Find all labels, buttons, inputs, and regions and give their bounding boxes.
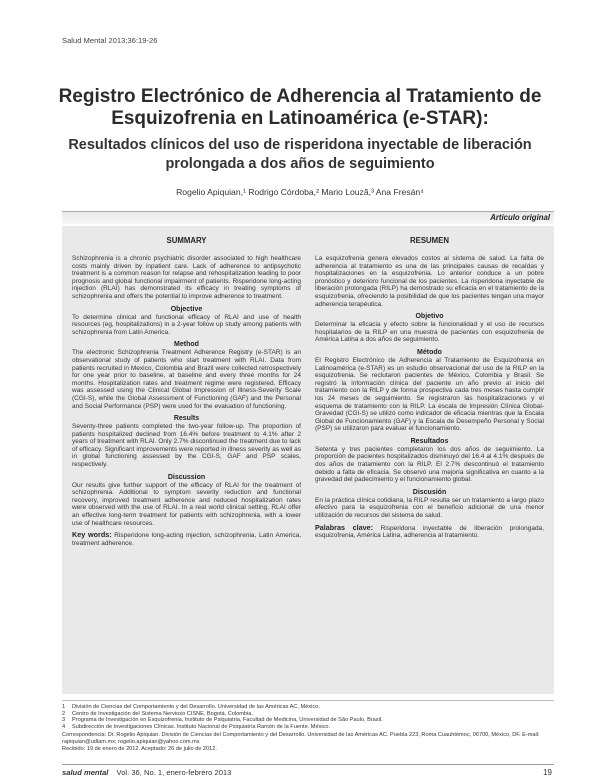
journal-footer [62, 768, 231, 777]
affiliation-footnote [62, 724, 554, 731]
footnote-text: Programa de Investigación en Esquizofrenia, Instituto de Psiquiatria, Facultad de Medicina, Universidad de São Paulo, Brasil. [72, 717, 383, 724]
resumen-discusion-heading: Discusión [412, 488, 447, 496]
footnote-number: 1 [62, 704, 66, 710]
abstract-box [62, 226, 554, 694]
affiliation-footnote [62, 704, 554, 711]
resumen-heading: RESUMEN [410, 236, 449, 245]
resumen-metodo: El Registro Electrónico de Adherencia al Tratamiento de Esquizofrenia en Latinoamérica (e-STAR) es un estudio observacional del uso de la RILP en la esquizofrenia. Se reclutaron pacientes de México, Colombia y Brasil. Se registró la información clínica del paciente un año previo al inicio del tratamiento con la RILP y de forma prospectiva cada tres meses hasta cumplir los 24 meses de seguimiento. Se registraron las hospitalizaciones y el esquema de tratamiento con la RILP. La escala de Impresión Clínica Global-Gravedad (CGI-S) se utilizó como indicador de eficacia mientras que la Escala Global de Funcionamiento (GAF) y la Escala de Desempeño Personal y Social (PSP) se utilizaron para evaluar el funcionamiento. [315, 356, 544, 433]
footnote-text: Centro de Investigación del Sistema Nervioso CISNE. Bogotá, Colombia. [72, 710, 253, 717]
resumen-intro: La esquizofrenia genera elevados costos al sistema de salud. La falta de adherencia al tratamiento es una de las principales causas de recaídas y hospitalizaciones en la esquizofrenia. Lo anterior conduce a un pobre pronóstico y deterioro funcional de los pacientes. La risperidona inyectable de liberación prolongada (RILP) ha demostrado su eficacia en el tratamiento de la esquizofrenia, ofreciendo la posibilidad de que los pacientes tengan una mayor adherencia terapéutica. [315, 255, 544, 308]
summary-method-heading: Method [174, 341, 199, 349]
resumen-objetivo: Determinar la eficacia y efecto sobre la funcionalidad y el uso de recursos hospitalarios de la RILP en una muestra de pacientes con esquizofrenia de América Latina a dos años de seguimiento. [315, 321, 544, 344]
article-title: Registro Electrónico de Adherencia al Tratamiento de Esquizofrenia en Latinoamérica (e-STAR): [58, 86, 542, 129]
keywords-label: Key words: [72, 530, 112, 540]
footnotes-rule [62, 700, 554, 701]
journal-citation: Salud Mental 2013;36:19-26 [62, 36, 158, 45]
footnote-number: 3 [62, 717, 66, 724]
resumen-resultados: Setenta y tres pacientes completaron los dos años de seguimiento. La proporción de pacientes hospitalizados disminuyó del 16.4 al 4.1% después de dos años de tratamiento con la RILP. El 2.7% descontinuó el tratamiento debido a falta de eficacia. Se observó una mejoría significativa en cuanto a la gravedad del padecimiento y el funcionamiento global. [315, 445, 544, 484]
resumen-objetivo-heading: Objetivo [415, 313, 444, 321]
summary-results: Seventy-three patients completed the two-year follow-up. The proportion of patients hospitalized declined from 16.4% before treatment to 4.1% after 2 years of treatment with RLAI. Only 2.7% discontinued the treatment due to lack of efficacy. Significant improvements were reported in illness severity as well as in global functioning assessed by the CGI-S, GAF and PSP scales, respectively. [72, 423, 301, 469]
correspondence-note: Correspondencia: Dr. Rogelio Apiquian. División de Ciencias del Comportamiento y del Desarrollo. Universidad de las Américas AC. Puebla 223, Roma Cuauhtémoc, 06700, México, DF. E-mail: rapiquian@udlam.mx; rogelio.apiquian@yahoo.com.mx [62, 732, 540, 745]
summary-discussion-heading: Discussion [167, 473, 206, 481]
footnotes-block [62, 700, 554, 752]
footnote-number: 4 [62, 723, 66, 730]
journal-name: salud mental [62, 768, 109, 777]
summary-keywords [72, 531, 301, 547]
affiliation-footnote [62, 717, 554, 724]
summary-heading: SUMMARY [166, 236, 207, 245]
summary-discussion: Our results give further support of the efficacy of RLAI for the treatment of schizophrenia. Additional to symptom severity reduction and functional recovery, improved treatment adherence and reduced hospitalization rates were observed with the use of RLAI. In a real world clinical setting, RLAI offer an effective long-term treatment for patients with schizophrenia, with a lower use of healthcare resources. [72, 481, 301, 527]
summary-intro: Schizophrenia is a chronic psychiatric disorder associated to high healthcare costs mainly driven by inpatient care. Lack of adherence to antipsychotic treatment is a common reason for relapse and rehospitalization leading to poor prognosis and global functional impairment of patients. Risperidone long-acting injection (RLAI) has demonstrated its efficacy in treating symptoms of schizophrenia and offers the potential to improve adherence to treatment. [72, 255, 301, 300]
footnote-text: División de Ciencias del Comportamiento y del Desarrollo. Universidad de las Américas AC, México. [72, 704, 320, 710]
footer-rule [62, 764, 554, 765]
article-type-label: Artículo original [490, 213, 550, 222]
article-subtitle: Resultados clínicos del uso de risperidona inyectable de liberación prolongada a dos años de seguimiento [68, 137, 532, 172]
resumen-discusion: En la práctica clínica cotidiana, la RILP resulta ser un tratamiento a largo plazo efectivo para la esquizofrenia con el beneficio adicional de una menor utilización de recursos del sistema de salud. [315, 496, 544, 520]
journal-issue: Vol. 36, No. 1, enero-febrero 2013 [116, 768, 232, 777]
summary-objective: To determine clinical and functional efficacy of RLAI and use of health resources (eg, hospitalizations) in a 2-year follow up study among patients with schizophrenia from Latin America. [72, 313, 301, 336]
article-type-bar [62, 211, 554, 224]
resumen-column [315, 236, 544, 540]
resumen-keywords [315, 524, 544, 540]
keywords-text: Risperidone long-acting injection, schizophrenia, Latin America, treatment adherence. [72, 532, 302, 547]
footnote-number: 2 [62, 710, 66, 717]
resumen-metodo-heading: Método [417, 348, 442, 356]
summary-method: The electronic Schizophrenia Treatment Adherence Registry (e-STAR) is an observational study of patients who start treatment with RLAI. Data from patients recruited in Mexico, Colombia and Brazil were collected retrospectively for one year prior to baseline, at baseline and every three months for 24 months. Hospitalization rates and treatment regime were registered. Efficacy was assessed using the Clinical Global Impression of Illness-Severity Scale (CGI-S), while the Global Assessment of Functioning (GAF) and the Personal and Social Performance (PSP) were used for the evaluation of functioning. [72, 349, 301, 410]
summary-column [72, 236, 301, 547]
summary-results-heading: Results [173, 415, 200, 423]
page-number: 19 [543, 768, 552, 777]
affiliation-footnote [62, 711, 554, 718]
palabras-clave-label: Palabras clave: [315, 522, 374, 532]
footnote-text: Subdirección de Investigaciones Clínicas. Instituto Nacional de Psiquiatría Ramón de la Fuente. México. [72, 723, 331, 730]
resumen-resultados-heading: Resultados [410, 437, 449, 445]
palabras-clave-text: Risperidona inyectable de liberación prolongada, esquizofrenia, América Latina, adherencia al tratamiento. [315, 524, 544, 540]
summary-objective-heading: Objective [170, 305, 203, 313]
title-block [40, 86, 560, 197]
author-list: Rogelio Apiquian,¹ Rodrigo Córdoba,² Mario Louzã,³ Ana Fresán⁴ [176, 187, 424, 197]
received-note: Recibido: 19 de enero de 2012. Aceptado: 26 de julio de 2012. [62, 745, 217, 752]
